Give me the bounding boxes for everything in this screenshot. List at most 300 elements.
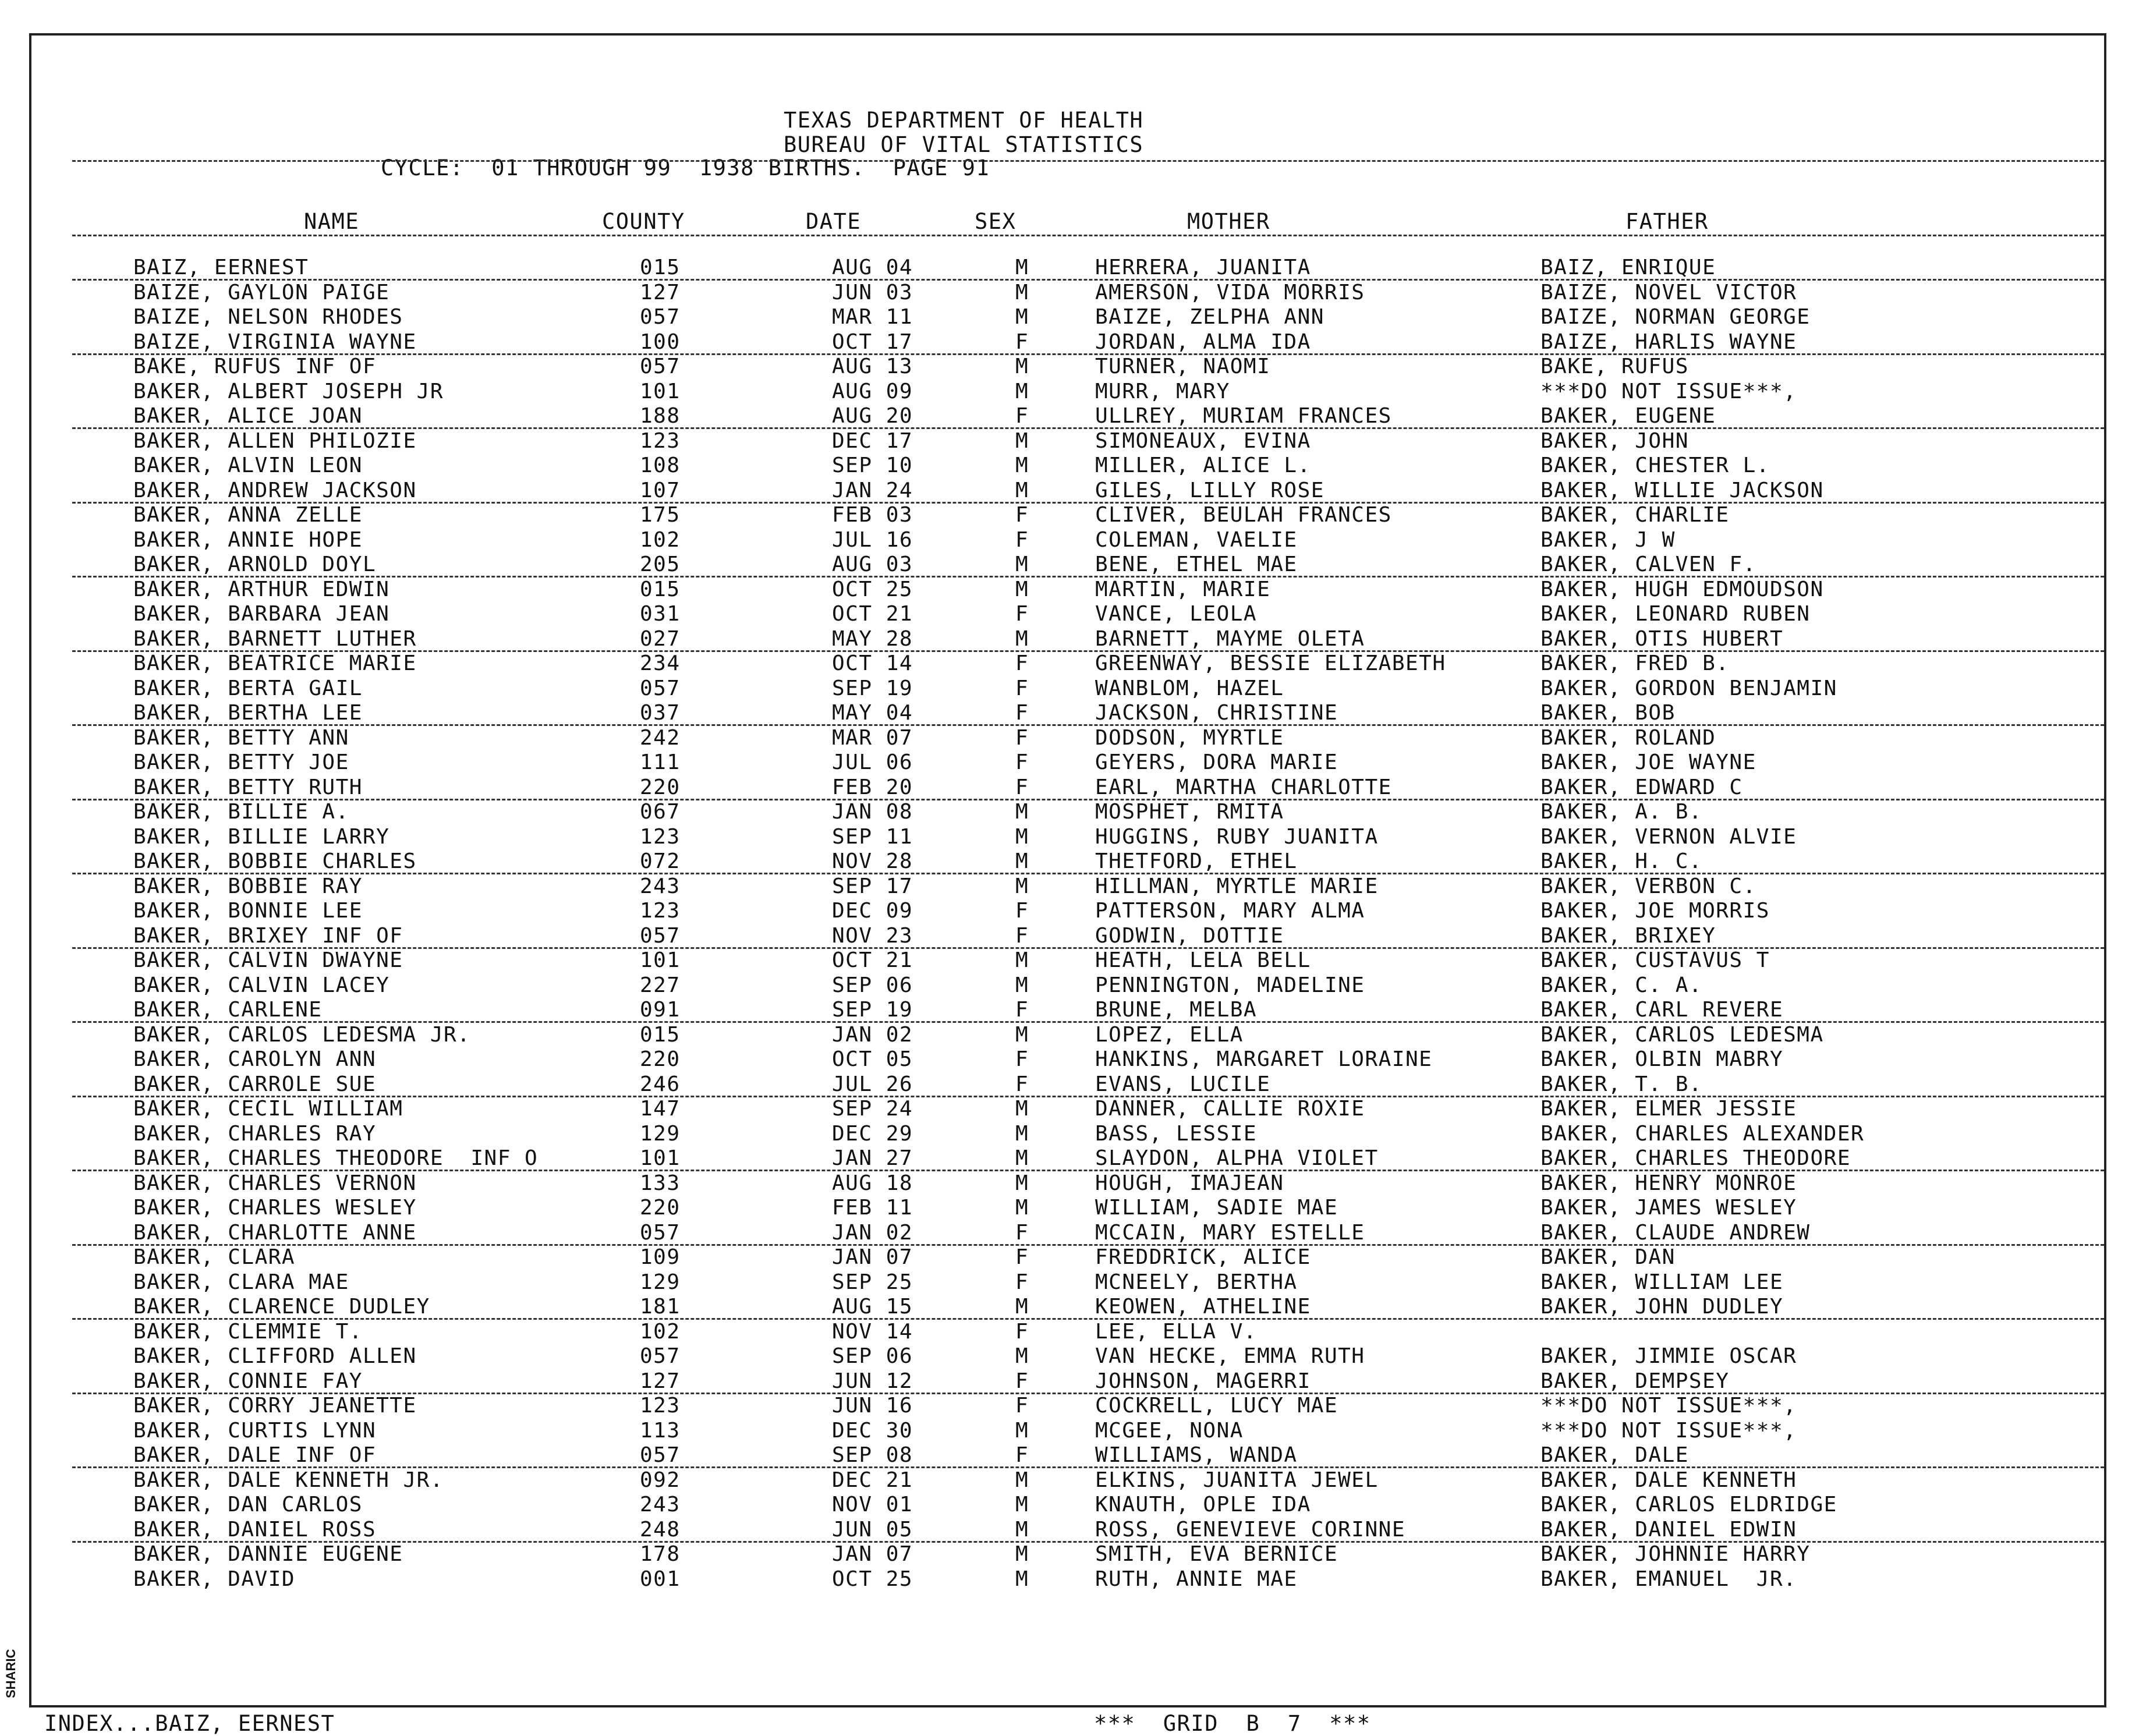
cell-date: NOV 23 xyxy=(832,923,913,948)
cell-sex: F xyxy=(1015,1270,1029,1294)
table-row xyxy=(31,1122,2109,1146)
cell-sex: M xyxy=(1015,800,1029,824)
cell-name: BAKER, CHARLES RAY xyxy=(133,1121,377,1146)
table-row xyxy=(31,404,2109,428)
side-margin-label: SHARIC xyxy=(3,1649,18,1699)
cell-sex: F xyxy=(1015,750,1029,774)
cell-mother: MOSPHET, RMITA xyxy=(1095,800,1284,824)
cell-county: 111 xyxy=(640,750,681,774)
cell-county: 057 xyxy=(640,1443,681,1467)
cell-father: BAKER, JAMES WESLEY xyxy=(1540,1196,1797,1220)
cell-sex: F xyxy=(1015,1047,1029,1071)
table-row xyxy=(31,454,2109,478)
cell-name: BAKER, CLEMMIE T. xyxy=(133,1319,363,1344)
cell-mother: THETFORD, ETHEL xyxy=(1095,849,1298,873)
cell-mother: FREDDRICK, ALICE xyxy=(1095,1245,1311,1269)
cell-sex: F xyxy=(1015,998,1029,1022)
cell-county: 220 xyxy=(640,1196,681,1220)
cell-mother: BARNETT, MAYME OLETA xyxy=(1095,626,1365,651)
cell-mother: PENNINGTON, MADELINE xyxy=(1095,973,1365,997)
cell-mother: GREENWAY, BESSIE ELIZABETH xyxy=(1095,651,1446,675)
cell-county: 129 xyxy=(640,1270,681,1294)
column-header-name: NAME xyxy=(304,209,360,234)
cell-name: BAKER, DAVID xyxy=(133,1567,296,1591)
table-row xyxy=(31,1542,2109,1567)
cell-date: JUN 16 xyxy=(832,1394,913,1418)
cell-name: BAKER, ALICE JOAN xyxy=(133,404,363,428)
cell-date: OCT 25 xyxy=(832,577,913,601)
cell-county: 227 xyxy=(640,973,681,997)
cell-county: 178 xyxy=(640,1542,681,1566)
cell-mother: AMERSON, VIDA MORRIS xyxy=(1095,280,1365,304)
cell-date: OCT 21 xyxy=(832,948,913,972)
footer-index: INDEX...BAIZ, EERNEST xyxy=(44,1711,335,1736)
cell-mother: DODSON, MYRTLE xyxy=(1095,725,1284,750)
cell-name: BAKER, CLIFFORD ALLEN xyxy=(133,1344,417,1368)
cell-father: BAKER, CARLOS LEDESMA xyxy=(1540,1022,1824,1047)
cell-father: BAIZE, NORMAN GEORGE xyxy=(1540,305,1811,329)
cell-sex: F xyxy=(1015,725,1029,750)
cell-county: 147 xyxy=(640,1097,681,1121)
cell-sex: F xyxy=(1015,503,1029,527)
cell-mother: LEE, ELLA V. xyxy=(1095,1319,1258,1344)
cell-name: BAKER, ALLEN PHILOZIE xyxy=(133,428,417,453)
cell-sex: M xyxy=(1015,1542,1029,1566)
table-row xyxy=(31,256,2109,280)
cell-father: BAKER, OTIS HUBERT xyxy=(1540,626,1784,651)
cell-name: BAKER, CORRY JEANETTE xyxy=(133,1394,417,1418)
cell-sex: M xyxy=(1015,478,1029,502)
cell-date: JUL 16 xyxy=(832,527,913,552)
cell-sex: M xyxy=(1015,626,1029,651)
cell-mother: MCGEE, NONA xyxy=(1095,1418,1244,1443)
cell-sex: F xyxy=(1015,1394,1029,1418)
cell-name: BAKER, BETTY JOE xyxy=(133,750,349,774)
cell-father: BAKER, BRIXEY xyxy=(1540,923,1716,948)
cell-date: AUG 18 xyxy=(832,1171,913,1195)
cell-county: 015 xyxy=(640,1022,681,1047)
cell-county: 057 xyxy=(640,1220,681,1245)
cell-date: OCT 25 xyxy=(832,1567,913,1591)
cell-name: BAKER, BEATRICE MARIE xyxy=(133,651,417,675)
cell-county: 127 xyxy=(640,1369,681,1393)
table-row xyxy=(31,775,2109,800)
cell-date: SEP 06 xyxy=(832,1344,913,1368)
cell-county: 123 xyxy=(640,1394,681,1418)
cell-mother: ELKINS, JUANITA JEWEL xyxy=(1095,1468,1379,1492)
cell-name: BAKER, BONNIE LEE xyxy=(133,899,363,923)
cell-name: BAKER, BOBBIE RAY xyxy=(133,874,363,898)
cell-father: BAKER, JOHN xyxy=(1540,428,1689,453)
cell-father: BAKER, CHARLIE xyxy=(1540,503,1730,527)
cell-father: BAKER, CLAUDE ANDREW xyxy=(1540,1220,1811,1245)
cell-county: 107 xyxy=(640,478,681,502)
cell-date: MAY 04 xyxy=(832,701,913,725)
cell-date: SEP 25 xyxy=(832,1270,913,1294)
cell-county: 092 xyxy=(640,1468,681,1492)
cell-name: BAKER, ARTHUR EDWIN xyxy=(133,577,390,601)
cell-county: 113 xyxy=(640,1418,681,1443)
cell-county: 057 xyxy=(640,305,681,329)
cell-name: BAIZE, NELSON RHODES xyxy=(133,305,403,329)
cell-name: BAKER, CHARLES WESLEY xyxy=(133,1196,417,1220)
table-row xyxy=(31,1443,2109,1468)
cell-county: 101 xyxy=(640,1146,681,1170)
cell-date: OCT 05 xyxy=(832,1047,913,1071)
cell-father: BAKER, JIMMIE OSCAR xyxy=(1540,1344,1797,1368)
cell-father: BAKER, ROLAND xyxy=(1540,725,1716,750)
cell-date: SEP 19 xyxy=(832,998,913,1022)
cell-date: DEC 21 xyxy=(832,1468,913,1492)
cell-date: MAY 28 xyxy=(832,626,913,651)
table-row xyxy=(31,726,2109,750)
cell-mother: RUTH, ANNIE MAE xyxy=(1095,1567,1298,1591)
cell-mother: TURNER, NAOMI xyxy=(1095,355,1271,378)
cell-father: BAKER, WILLIAM LEE xyxy=(1540,1270,1784,1294)
cell-sex: M xyxy=(1015,1493,1029,1517)
cell-name: BAKER, BARNETT LUTHER xyxy=(133,626,417,651)
cell-father: BAIZE, NOVEL VICTOR xyxy=(1540,280,1797,304)
cell-father: BAKER, HENRY MONROE xyxy=(1540,1171,1797,1195)
cell-county: 205 xyxy=(640,552,681,576)
cell-mother: BAIZE, ZELPHA ANN xyxy=(1095,305,1324,329)
cell-county: 129 xyxy=(640,1121,681,1146)
cell-county: 188 xyxy=(640,404,681,428)
cell-county: 091 xyxy=(640,998,681,1022)
cell-county: 057 xyxy=(640,1344,681,1368)
cell-sex: M xyxy=(1015,1171,1029,1195)
cell-sex: M xyxy=(1015,1295,1029,1319)
cell-county: 234 xyxy=(640,651,681,675)
table-row xyxy=(31,1344,2109,1369)
cell-county: 246 xyxy=(640,1072,681,1096)
cell-sex: M xyxy=(1015,577,1029,601)
column-header-county: COUNTY xyxy=(602,209,685,234)
table-row xyxy=(31,503,2109,527)
cell-father: BAKER, DEMPSEY xyxy=(1540,1369,1730,1393)
cell-name: BAKER, BARBARA JEAN xyxy=(133,602,390,626)
cell-county: 057 xyxy=(640,355,681,378)
table-row xyxy=(31,825,2109,849)
cell-sex: M xyxy=(1015,1022,1029,1047)
cell-sex: M xyxy=(1015,1344,1029,1368)
cell-date: JAN 02 xyxy=(832,1220,913,1245)
cell-mother: BASS, LESSIE xyxy=(1095,1121,1258,1146)
cell-date: NOV 01 xyxy=(832,1493,913,1517)
cell-sex: F xyxy=(1015,1369,1029,1393)
cell-date: AUG 15 xyxy=(832,1295,913,1319)
cell-name: BAKER, BERTA GAIL xyxy=(133,676,363,700)
cell-mother: HEATH, LELA BELL xyxy=(1095,948,1311,972)
cell-date: FEB 11 xyxy=(832,1196,913,1220)
cell-name: BAKER, BILLIE LARRY xyxy=(133,824,390,849)
cell-sex: M xyxy=(1015,428,1029,453)
cell-county: 001 xyxy=(640,1567,681,1591)
cell-name: BAKER, CALVIN LACEY xyxy=(133,973,390,997)
cell-date: OCT 17 xyxy=(832,330,913,354)
table-row xyxy=(31,1567,2109,1592)
table-row xyxy=(31,1097,2109,1121)
cell-county: 242 xyxy=(640,725,681,750)
cell-name: BAKER, CONNIE FAY xyxy=(133,1369,363,1393)
cell-mother: CLIVER, BEULAH FRANCES xyxy=(1095,503,1392,527)
cell-mother: LOPEZ, ELLA xyxy=(1095,1022,1244,1047)
cell-sex: M xyxy=(1015,355,1029,378)
cell-county: 220 xyxy=(640,1047,681,1071)
cell-father: BAKER, JOHNNIE HARRY xyxy=(1540,1542,1811,1566)
cell-sex: F xyxy=(1015,330,1029,354)
cell-sex: M xyxy=(1015,1567,1029,1591)
cell-mother: EVANS, LUCILE xyxy=(1095,1072,1271,1096)
table-row xyxy=(31,355,2109,379)
cell-father: BAKER, CARLOS ELDRIDGE xyxy=(1540,1493,1837,1517)
cell-mother: JACKSON, CHRISTINE xyxy=(1095,701,1338,725)
cell-sex: F xyxy=(1015,404,1029,428)
cell-date: SEP 08 xyxy=(832,1443,913,1467)
cell-father: BAKER, JOHN DUDLEY xyxy=(1540,1295,1784,1319)
cell-father: BAKER, CARL REVERE xyxy=(1540,998,1784,1022)
cell-sex: F xyxy=(1015,899,1029,923)
table-row xyxy=(31,330,2109,355)
cell-mother: MILLER, ALICE L. xyxy=(1095,454,1311,477)
cell-county: 243 xyxy=(640,874,681,898)
cell-date: DEC 30 xyxy=(832,1418,913,1443)
cell-sex: F xyxy=(1015,1072,1029,1096)
cell-date: NOV 14 xyxy=(832,1319,913,1344)
table-row xyxy=(31,1146,2109,1171)
cell-name: BAKER, DAN CARLOS xyxy=(133,1493,363,1517)
document-sheet xyxy=(29,33,2106,1736)
cell-county: 243 xyxy=(640,1493,681,1517)
cell-date: NOV 28 xyxy=(832,849,913,873)
cell-father: BAKER, CHESTER L. xyxy=(1540,454,1770,477)
cell-mother: MCCAIN, MARY ESTELLE xyxy=(1095,1220,1365,1245)
cell-sex: M xyxy=(1015,948,1029,972)
cell-name: BAIZ, EERNEST xyxy=(133,256,309,279)
table-row xyxy=(31,676,2109,701)
cell-county: 108 xyxy=(640,454,681,477)
cell-father: BAKER, H. C. xyxy=(1540,849,1703,873)
cell-father: BAKER, HUGH EDMOUDSON xyxy=(1540,577,1824,601)
cell-sex: F xyxy=(1015,1220,1029,1245)
cell-father: BAKER, C. A. xyxy=(1540,973,1703,997)
cell-sex: F xyxy=(1015,923,1029,948)
table-row xyxy=(31,1493,2109,1517)
cell-name: BAKER, DALE INF OF xyxy=(133,1443,377,1467)
cell-mother: SLAYDON, ALPHA VIOLET xyxy=(1095,1146,1379,1170)
cell-county: 037 xyxy=(640,701,681,725)
cell-date: JUN 12 xyxy=(832,1369,913,1393)
cell-father: BAKER, DALE KENNETH xyxy=(1540,1468,1797,1492)
cell-sex: M xyxy=(1015,1196,1029,1220)
cell-name: BAKER, CARLENE xyxy=(133,998,323,1022)
cell-name: BAKER, CURTIS LYNN xyxy=(133,1418,377,1443)
cell-county: 015 xyxy=(640,577,681,601)
cell-date: AUG 20 xyxy=(832,404,913,428)
cell-date: FEB 03 xyxy=(832,503,913,527)
cell-father: ***DO NOT ISSUE***, xyxy=(1540,1394,1797,1418)
cell-father: BAIZ, ENRIQUE xyxy=(1540,256,1716,279)
cell-mother: ROSS, GENEVIEVE CORINNE xyxy=(1095,1517,1405,1542)
cell-father: BAKER, VERNON ALVIE xyxy=(1540,824,1797,849)
cell-name: BAKER, BETTY RUTH xyxy=(133,775,363,799)
column-header-father: FATHER xyxy=(1625,209,1709,234)
cell-mother: KNAUTH, OPLE IDA xyxy=(1095,1493,1311,1517)
cell-father: BAKER, DANIEL EDWIN xyxy=(1540,1517,1797,1542)
cell-sex: M xyxy=(1015,1468,1029,1492)
table-row xyxy=(31,1295,2109,1319)
cell-father: BAKER, WILLIE JACKSON xyxy=(1540,478,1824,502)
cell-name: BAKER, BILLIE A. xyxy=(133,800,349,824)
cell-county: 102 xyxy=(640,527,681,552)
cell-county: 057 xyxy=(640,676,681,700)
cell-name: BAKER, CLARA xyxy=(133,1245,296,1269)
cell-name: BAKER, CECIL WILLIAM xyxy=(133,1097,403,1121)
cell-county: 102 xyxy=(640,1319,681,1344)
cell-name: BAKER, BRIXEY INF OF xyxy=(133,923,403,948)
cell-county: 123 xyxy=(640,428,681,453)
cell-sex: M xyxy=(1015,1517,1029,1542)
cell-sex: M xyxy=(1015,256,1029,279)
table-row xyxy=(31,602,2109,626)
cell-county: 127 xyxy=(640,280,681,304)
footer-grid-reference: *** GRID B 7 *** xyxy=(1094,1711,1371,1736)
table-row xyxy=(31,924,2109,948)
table-row xyxy=(31,281,2109,305)
cell-date: SEP 19 xyxy=(832,676,913,700)
cell-father: BAKER, EMANUEL JR. xyxy=(1540,1567,1797,1591)
cell-father: BAKER, BOB xyxy=(1540,701,1676,725)
cell-name: BAKER, CARROLE SUE xyxy=(133,1072,377,1096)
cell-father: BAKER, CHARLES ALEXANDER xyxy=(1540,1121,1865,1146)
cell-father: BAKER, CHARLES THEODORE xyxy=(1540,1146,1851,1170)
cell-sex: M xyxy=(1015,874,1029,898)
cell-county: 072 xyxy=(640,849,681,873)
cell-date: SEP 06 xyxy=(832,973,913,997)
table-row xyxy=(31,429,2109,454)
cell-date: AUG 09 xyxy=(832,379,913,403)
cell-date: OCT 21 xyxy=(832,602,913,626)
cell-date: JAN 07 xyxy=(832,1542,913,1566)
table-row xyxy=(31,849,2109,874)
table-row xyxy=(31,627,2109,651)
cell-date: JAN 08 xyxy=(832,800,913,824)
cell-name: BAKER, CLARENCE DUDLEY xyxy=(133,1295,430,1319)
cell-sex: F xyxy=(1015,1245,1029,1269)
cell-name: BAKER, ARNOLD DOYL xyxy=(133,552,377,576)
cell-mother: WANBLOM, HAZEL xyxy=(1095,676,1284,700)
table-row xyxy=(31,1394,2109,1418)
column-header-mother: MOTHER xyxy=(1187,209,1270,234)
cell-mother: PATTERSON, MARY ALMA xyxy=(1095,899,1365,923)
cell-name: BAIZE, VIRGINIA WAYNE xyxy=(133,330,417,354)
table-row xyxy=(31,578,2109,602)
cell-mother: GODWIN, DOTTIE xyxy=(1095,923,1284,948)
cell-sex: F xyxy=(1015,527,1029,552)
cell-county: 100 xyxy=(640,330,681,354)
cell-date: JUL 06 xyxy=(832,750,913,774)
cell-sex: F xyxy=(1015,602,1029,626)
cell-mother: GEYERS, DORA MARIE xyxy=(1095,750,1338,774)
cell-sex: M xyxy=(1015,1418,1029,1443)
cell-mother: WILLIAM, SADIE MAE xyxy=(1095,1196,1338,1220)
cell-father: BAKER, JOE WAYNE xyxy=(1540,750,1756,774)
header-cycle: CYCLE: 01 THROUGH 99 1938 BIRTHS. PAGE 91 xyxy=(381,155,990,180)
cell-name: BAKER, BERTHA LEE xyxy=(133,701,363,725)
cell-date: JUL 26 xyxy=(832,1072,913,1096)
cell-mother: MARTIN, MARIE xyxy=(1095,577,1271,601)
cell-date: SEP 11 xyxy=(832,824,913,849)
table-row xyxy=(31,1023,2109,1047)
cell-sex: M xyxy=(1015,454,1029,477)
cell-mother: JORDAN, ALMA IDA xyxy=(1095,330,1311,354)
cell-mother: COCKRELL, LUCY MAE xyxy=(1095,1394,1338,1418)
table-row xyxy=(31,701,2109,725)
cell-mother: GILES, LILLY ROSE xyxy=(1095,478,1324,502)
cell-mother: HOUGH, IMAJEAN xyxy=(1095,1171,1284,1195)
cell-mother: COLEMAN, VAELIE xyxy=(1095,527,1298,552)
cell-father: BAKE, RUFUS xyxy=(1540,355,1689,378)
table-row xyxy=(31,874,2109,899)
cell-mother: WILLIAMS, WANDA xyxy=(1095,1443,1298,1467)
header-divider xyxy=(72,160,2104,162)
cell-father: BAKER, DALE xyxy=(1540,1443,1689,1467)
header-department: TEXAS DEPARTMENT OF HEALTH xyxy=(784,108,1144,133)
cell-date: DEC 09 xyxy=(832,899,913,923)
cell-sex: M xyxy=(1015,379,1029,403)
cell-county: 220 xyxy=(640,775,681,799)
cell-name: BAKER, CHARLES THEODORE INF O xyxy=(133,1146,539,1170)
cell-date: FEB 20 xyxy=(832,775,913,799)
cell-name: BAKER, ANDREW JACKSON xyxy=(133,478,417,502)
cell-date: SEP 10 xyxy=(832,454,913,477)
cell-name: BAIZE, GAYLON PAIGE xyxy=(133,280,390,304)
cell-date: OCT 14 xyxy=(832,651,913,675)
cell-father: ***DO NOT ISSUE***, xyxy=(1540,379,1797,403)
header-bureau: BUREAU OF VITAL STATISTICS xyxy=(784,132,1144,157)
cell-mother: VANCE, LEOLA xyxy=(1095,602,1258,626)
cell-father: BAKER, DAN xyxy=(1540,1245,1676,1269)
cell-date: JAN 27 xyxy=(832,1146,913,1170)
table-row xyxy=(31,1171,2109,1196)
cell-name: BAKER, CHARLES VERNON xyxy=(133,1171,417,1195)
cell-county: 133 xyxy=(640,1171,681,1195)
table-row xyxy=(31,800,2109,824)
cell-father: BAKER, EUGENE xyxy=(1540,404,1716,428)
cell-mother: MCNEELY, BERTHA xyxy=(1095,1270,1298,1294)
cell-mother: BENE, ETHEL MAE xyxy=(1095,552,1298,576)
cell-father: BAKER, FRED B. xyxy=(1540,651,1730,675)
cell-sex: M xyxy=(1015,552,1029,576)
table-row xyxy=(31,1196,2109,1220)
table-row xyxy=(31,305,2109,330)
column-header-divider xyxy=(72,235,2104,236)
cell-sex: M xyxy=(1015,1097,1029,1121)
cell-father: BAKER, JOE MORRIS xyxy=(1540,899,1770,923)
table-row xyxy=(31,380,2109,404)
cell-name: BAKER, CALVIN DWAYNE xyxy=(133,948,403,972)
table-row xyxy=(31,1419,2109,1443)
cell-sex: M xyxy=(1015,824,1029,849)
column-header-date: DATE xyxy=(806,209,862,234)
table-row xyxy=(31,1270,2109,1295)
cell-date: MAR 07 xyxy=(832,725,913,750)
cell-mother: MURR, MARY xyxy=(1095,379,1230,403)
cell-county: 175 xyxy=(640,503,681,527)
cell-sex: M xyxy=(1015,1121,1029,1146)
cell-date: DEC 17 xyxy=(832,428,913,453)
cell-mother: HERRERA, JUANITA xyxy=(1095,256,1311,279)
